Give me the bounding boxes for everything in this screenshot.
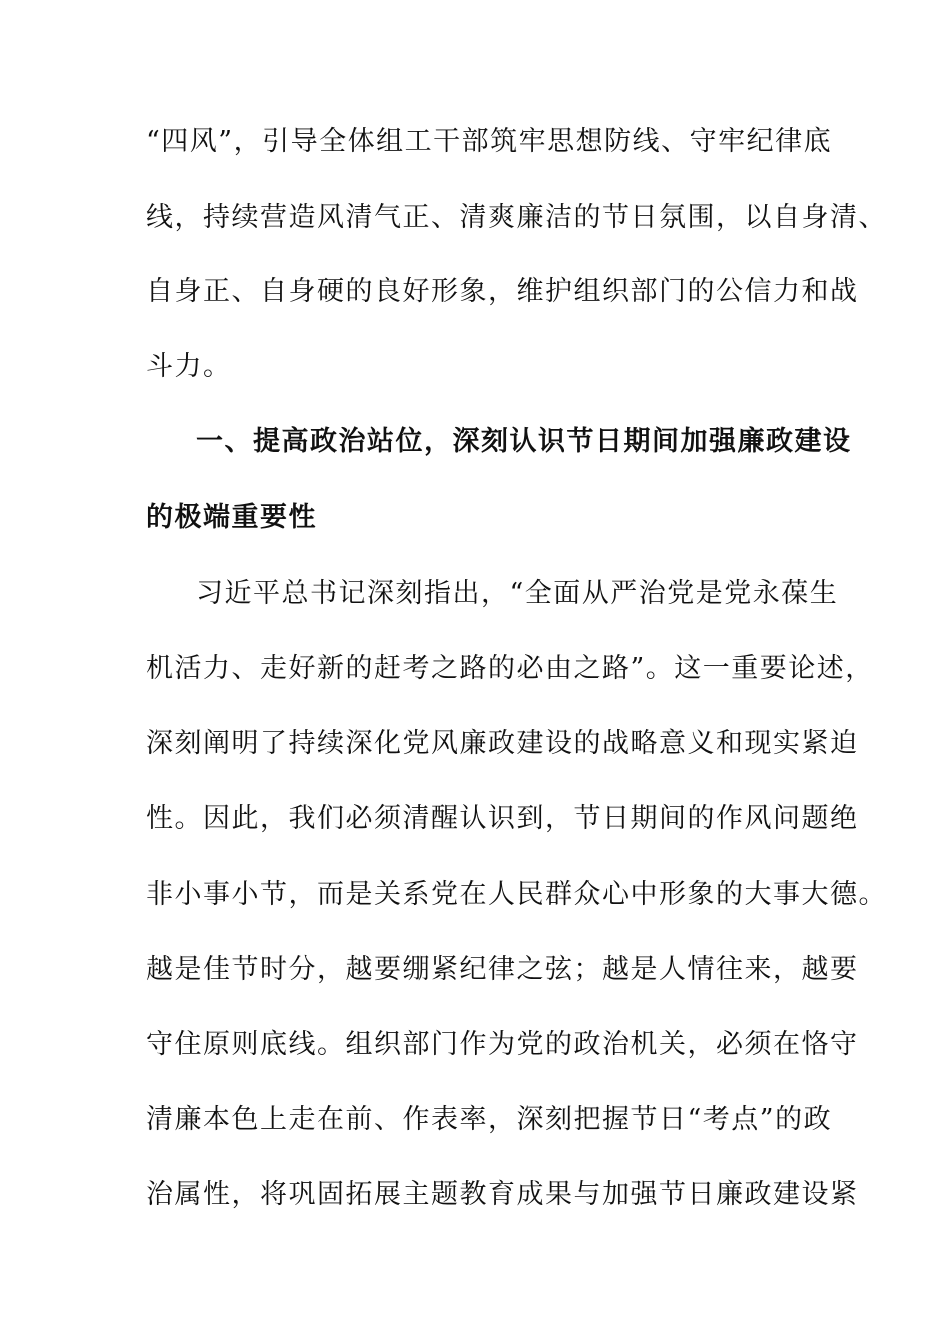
text-line: 自身正、自身硬的良好形象，维护组织部门的公信力和战	[146, 276, 859, 307]
text-line: 斗力。	[146, 351, 232, 382]
text-line: 清廉本色上走在前、作表率，深刻把握节日“考点”的政	[146, 1104, 833, 1135]
text-line: 非小事小节，而是关系党在人民群众心中形象的大事大德。	[146, 879, 887, 910]
section-heading: 一、提高政治站位，深刻认识节日期间加强廉政建设	[196, 426, 852, 457]
text-line: 线，持续营造风清气正、清爽廉洁的节日氛围，以自身清、	[146, 202, 887, 233]
text-line: 深刻阐明了持续深化党风廉政建设的战略意义和现实紧迫	[146, 728, 859, 759]
text-line: “四风”，引导全体组工干部筑牢思想防线、守牢纪律底	[146, 126, 833, 157]
text-line: 习近平总书记深刻指出，“全面从严治党是党永葆生	[196, 578, 839, 609]
text-line: 越是佳节时分，越要绷紧纪律之弦；越是人情往来，越要	[146, 954, 859, 985]
text-line: 治属性，将巩固拓展主题教育成果与加强节日廉政建设紧	[146, 1179, 859, 1210]
text-line: 守住原则底线。组织部门作为党的政治机关，必须在恪守	[146, 1029, 859, 1060]
section-heading: 的极端重要性	[146, 502, 317, 533]
text-line: 机活力、走好新的赶考之路的必由之路”。这一重要论述，	[146, 653, 874, 684]
text-line: 性。因此，我们必须清醒认识到，节日期间的作风问题绝	[146, 803, 859, 834]
